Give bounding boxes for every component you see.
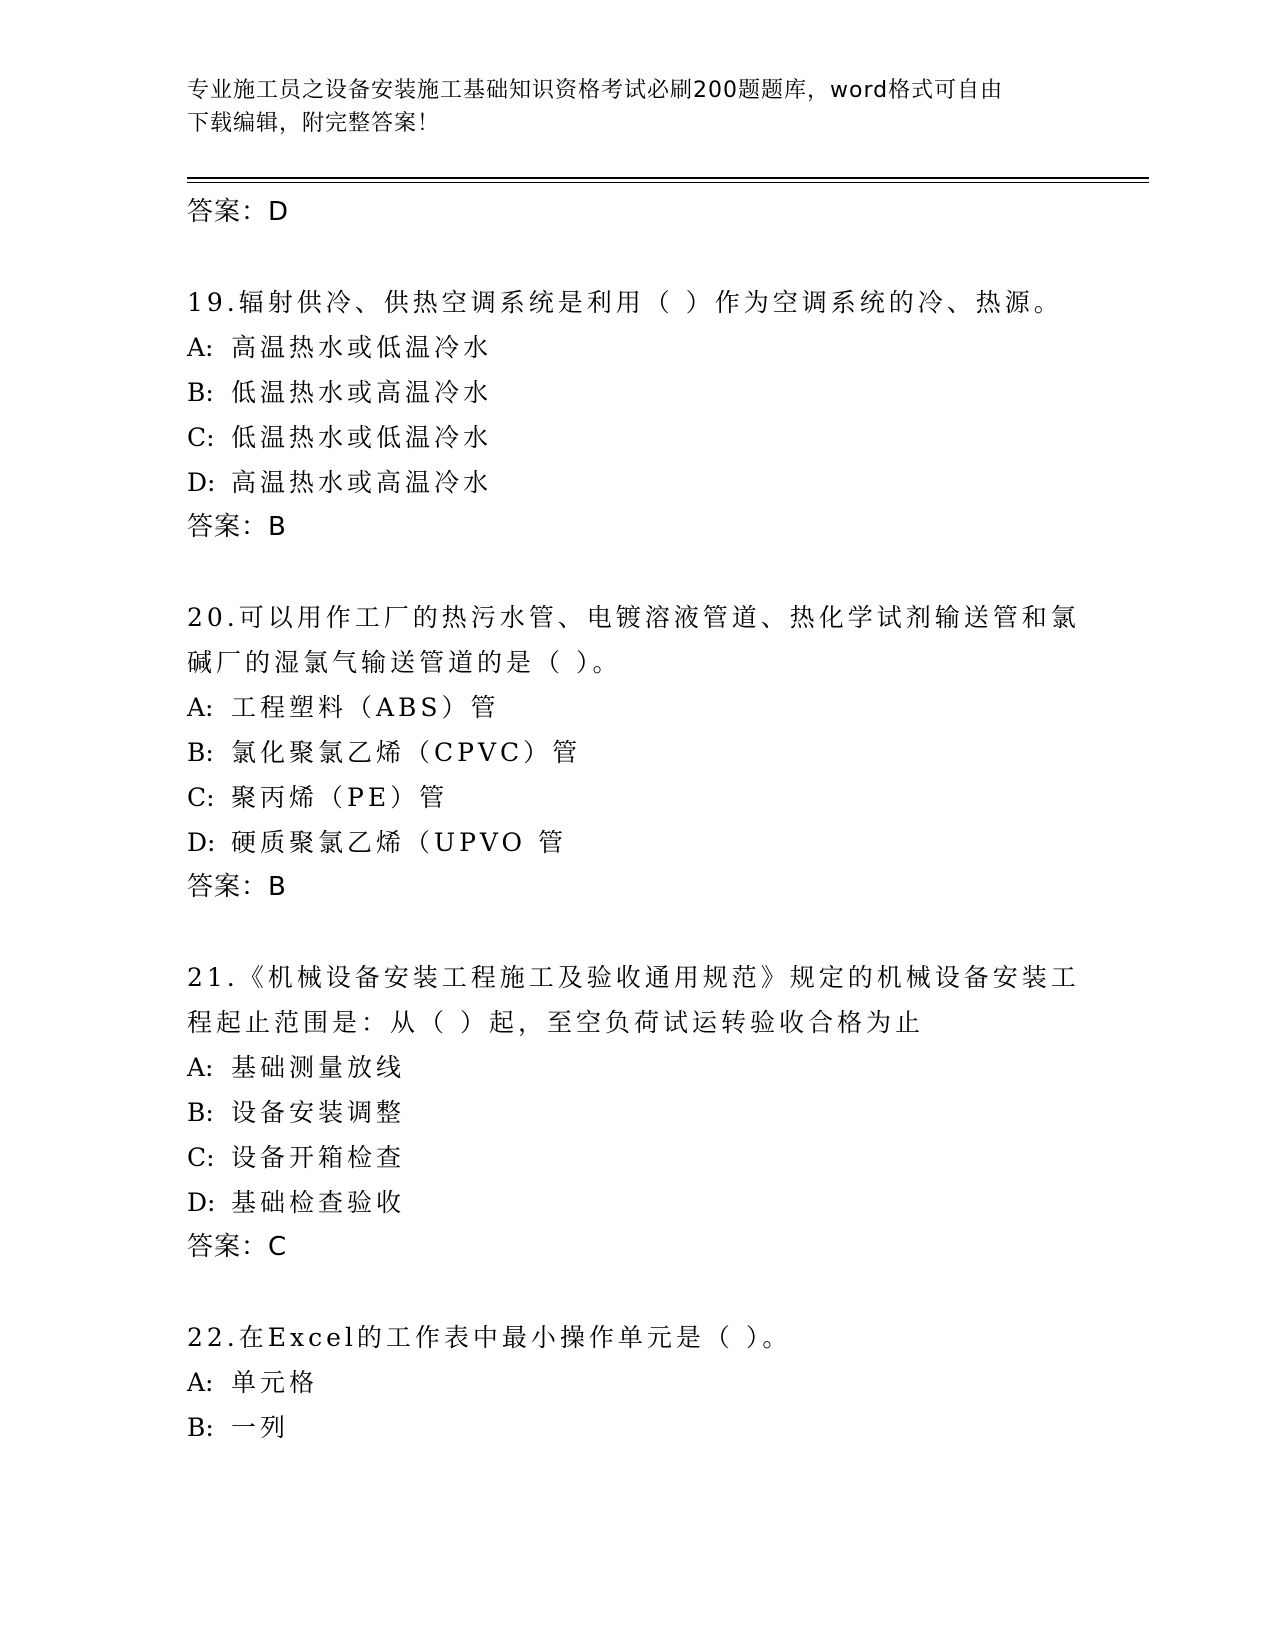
option-key: B:	[187, 1413, 214, 1442]
option-d	[187, 820, 1087, 865]
question-stem-line: 19.辐射供冷、供热空调系统是利用（ ）作为空调系统的冷、热源。	[187, 288, 1063, 317]
option-key: D:	[187, 1188, 216, 1217]
answer: 答案：B	[187, 872, 287, 902]
option-key: A:	[187, 693, 214, 722]
answer: 答案：B	[187, 512, 287, 542]
option-c	[187, 775, 1087, 820]
option-text: 聚丙烯（PE）管	[231, 783, 449, 812]
option-d	[187, 460, 1087, 505]
question-21	[187, 955, 1087, 1270]
header-rule-thick	[187, 177, 1149, 179]
question-stem-line: 20.可以用作工厂的热污水管、电镀溶液管道、热化学试剂输送管和氯	[187, 603, 1080, 632]
option-d	[187, 1180, 1087, 1225]
option-a	[187, 325, 1087, 370]
option-key: A:	[187, 333, 214, 362]
header-line-1: 专业施工员之设备安装施工基础知识资格考试必刷200题题库，word格式可自由	[187, 78, 1004, 103]
option-c	[187, 415, 1087, 460]
option-b	[187, 370, 1087, 415]
option-text: 基础测量放线	[231, 1053, 406, 1082]
header-line-2: 下载编辑，附完整答案！	[187, 111, 441, 136]
option-key: C:	[187, 1143, 215, 1172]
option-a	[187, 1360, 1087, 1405]
question-list	[187, 188, 1087, 1450]
option-a	[187, 685, 1087, 730]
option-text: 工程塑料（ABS）管	[231, 693, 500, 722]
document-header	[187, 74, 1067, 140]
option-text: 氯化聚氯乙烯（CPVC）管	[231, 738, 582, 767]
option-text: 高温热水或高温冷水	[231, 468, 493, 497]
option-key: C:	[187, 423, 215, 452]
option-text: 高温热水或低温冷水	[231, 333, 493, 362]
option-b	[187, 1090, 1087, 1135]
spacer	[187, 550, 1087, 595]
spacer	[187, 910, 1087, 955]
option-text: 一列	[231, 1413, 290, 1442]
spacer	[187, 235, 1087, 280]
option-key: B:	[187, 378, 214, 407]
option-key: B:	[187, 738, 214, 767]
spacer	[187, 1270, 1087, 1315]
option-key: D:	[187, 468, 216, 497]
option-text: 单元格	[231, 1368, 319, 1397]
question-20	[187, 595, 1087, 910]
question-22	[187, 1315, 1087, 1450]
option-text: 低温热水或高温冷水	[231, 378, 493, 407]
option-key: D:	[187, 828, 216, 857]
option-key: B:	[187, 1098, 214, 1127]
option-c	[187, 1135, 1087, 1180]
question-stem-line: 21.《机械设备安装工程施工及验收通用规范》规定的机械设备安装工	[187, 963, 1080, 992]
option-key: A:	[187, 1053, 214, 1082]
option-text: 设备开箱检查	[231, 1143, 406, 1172]
answer: 答案：C	[187, 1232, 288, 1262]
question-19	[187, 280, 1087, 550]
question-stem-line: 22.在Excel的工作表中最小操作单元是（ ）。	[187, 1323, 792, 1352]
header-rule-thin	[187, 182, 1149, 183]
option-text: 硬质聚氯乙烯（UPVO 管	[231, 828, 567, 857]
option-key: C:	[187, 783, 215, 812]
option-text: 设备安装调整	[231, 1098, 406, 1127]
question-stem-line: 碱厂的湿氯气输送管道的是（ ）。	[187, 648, 622, 677]
previous-answer: 答案：D	[187, 197, 290, 227]
option-text: 低温热水或低温冷水	[231, 423, 493, 452]
option-b	[187, 1405, 1087, 1450]
question-stem-line: 程起止范围是：从（ ）起，至空负荷试运转验收合格为止	[187, 1008, 924, 1037]
option-key: A:	[187, 1368, 214, 1397]
option-text: 基础检查验收	[231, 1188, 406, 1217]
option-b	[187, 730, 1087, 775]
option-a	[187, 1045, 1087, 1090]
